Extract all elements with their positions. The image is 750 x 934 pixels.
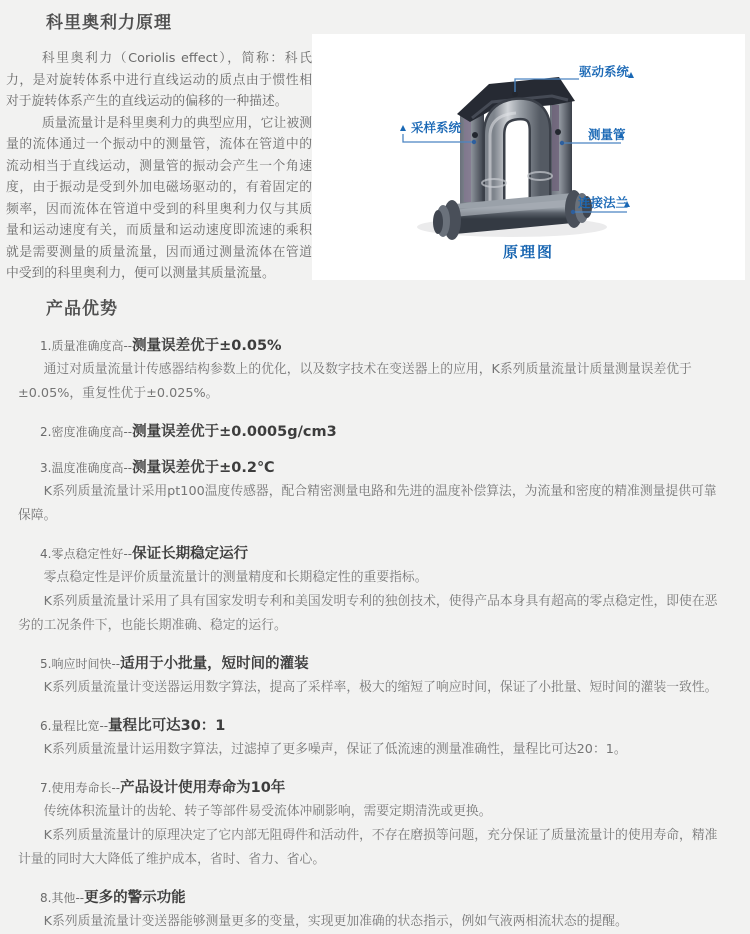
advantage-title <box>40 544 724 564</box>
advantage-prefix: 5.响应时间快-- <box>40 657 121 671</box>
principle-diagram-panel <box>312 34 745 280</box>
advantage-headline: 更多的警示功能 <box>84 890 186 906</box>
advantage-title <box>40 336 724 356</box>
advantage-prefix: 8.其他-- <box>40 891 85 905</box>
advantage-title <box>40 716 724 736</box>
up-triangle-icon <box>400 125 406 131</box>
shell-left-inner-face <box>464 114 471 202</box>
diagram-caption: 原理图 <box>502 243 554 261</box>
flange-anchor-dot <box>571 210 575 214</box>
advantage-description: 传统体积流量计的齿轮、转子等部件易受流体冲刷影响，需要定期清洗或更换。 <box>43 804 492 819</box>
principle-paragraph: 质量流量计是科里奥利力的典型应用，它让被测量的流体通过一个振动中的测量管，流体在管道中的流动相当于直线运动，测量管的振动会产生一个角速度，由于振动是受到外加电磁场驱动的，有着固定的频率，因而流体在管道中受到的科里奥利力仅与其质量和运动速度有关，而质量和运动速度即流速的乘积就是需要测量的质量流量，因而通过测量流体在管道中受到的科里奥利力，便可以测量其质量流量。 <box>6 115 312 281</box>
advantage-title <box>40 888 724 908</box>
advantage-item-2 <box>18 422 724 442</box>
advantage-title <box>40 778 724 798</box>
advantage-title <box>40 458 724 478</box>
right-sensor-dot <box>555 129 561 135</box>
advantage-description: K系列质量流量计的原理决定了它内部无阻碍件和活动件，不存在磨损等问题，充分保证了质量流量计的使用寿命，精准计量的同时大大降低了维护成本，省时、省力、省心。 <box>18 828 718 867</box>
advantage-item-6 <box>18 716 724 762</box>
advantage-description: 通过对质量流量计传感器结构参数上的优化，以及数字技术在变送器上的应用，K系列质量流量计质量测量误差优于±0.05%，重复性优于±0.025%。 <box>18 362 692 401</box>
left-sensor-dot <box>472 132 478 138</box>
advantages-section-title: 产品优势 <box>46 299 118 319</box>
principle-section <box>0 34 750 288</box>
diagram-label-measuring-tube: 测量管 <box>588 127 626 142</box>
advantage-title <box>40 422 724 442</box>
advantage-description: 零点稳定性是评价质量流量计的测量精度和长期稳定性的重要指标。 <box>43 570 428 585</box>
advantage-headline: 适用于小批量，短时间的灌装 <box>120 656 309 672</box>
advantage-prefix: 7.使用寿命长-- <box>40 781 121 795</box>
advantage-item-4 <box>18 544 724 638</box>
advantage-title <box>40 654 724 674</box>
advantage-item-7 <box>18 778 724 872</box>
shell-right-inner-face <box>552 105 559 191</box>
advantage-prefix: 2.密度准确度高-- <box>40 425 133 439</box>
principle-paragraph: 科里奥利力（Coriolis effect），简称：科氏力，是对旋转体系中进行直线运动的质点由于惯性相对于旋转体系产生的直线运动的偏移的一种描述。 <box>6 51 312 109</box>
advantage-description: K系列质量流量计变送器能够测量更多的变量，实现更加准确的状态指示，例如气液两相流状态的提醒。 <box>43 914 628 929</box>
advantage-headline: 产品设计使用寿命为10年 <box>120 780 286 796</box>
advantage-headline: 量程比可达30：1 <box>108 718 226 734</box>
diagram-label-drive-system: 驱动系统 <box>579 64 630 79</box>
advantage-item-8 <box>18 888 724 934</box>
advantage-prefix: 6.量程比宽-- <box>40 719 109 733</box>
advantage-description: K系列质量流量计采用pt100温度传感器，配合精密测量电路和先进的温度补偿算法，为流量和密度的精准测量提供可靠保障。 <box>18 484 717 523</box>
advantage-prefix: 3.温度准确度高-- <box>40 461 133 475</box>
advantages-list <box>0 336 750 934</box>
measure-anchor-dot <box>560 141 564 145</box>
advantage-item-1 <box>18 336 724 406</box>
advantage-description: K系列质量流量计运用数字算法，过滤掉了更多噪声，保证了低流速的测量准确性，量程比可达20：1。 <box>43 742 627 757</box>
advantage-description: K系列质量流量计变送器运用数字算法，提高了采样率，极大的缩短了响应时间，保证了小批量、短时间的灌装一致性。 <box>43 680 718 695</box>
diagram-label-connection-flange: 连接法兰 <box>578 195 629 210</box>
u-tube <box>494 109 540 204</box>
advantage-headline: 测量误差优于±0.0005g/cm3 <box>132 424 337 440</box>
advantage-headline: 测量误差优于±0.2℃ <box>132 460 275 476</box>
advantage-description: K系列质量流量计采用了具有国家发明专利和美国发明专利的独创技术，使得产品本身具有超高的零点稳定性，即使在恶劣的工况条件下，也能长期准确、稳定的运行。 <box>18 594 718 633</box>
advantage-prefix: 1.质量准确度高-- <box>40 339 133 353</box>
advantage-headline: 测量误差优于±0.05% <box>132 338 282 354</box>
advantage-prefix: 4.零点稳定性好-- <box>40 547 133 561</box>
advantage-item-3 <box>18 458 724 528</box>
advantage-item-5 <box>18 654 724 700</box>
principle-paragraphs <box>6 48 312 285</box>
sample-anchor-dot <box>472 140 476 144</box>
shell-left-leg <box>460 107 484 207</box>
advantage-headline: 保证长期稳定运行 <box>132 546 249 562</box>
left-flange-hub <box>433 210 443 234</box>
principle-section-title: 科里奥利力原理 <box>46 13 172 33</box>
diagram-label-sampling-system: 采样系统 <box>411 120 462 135</box>
